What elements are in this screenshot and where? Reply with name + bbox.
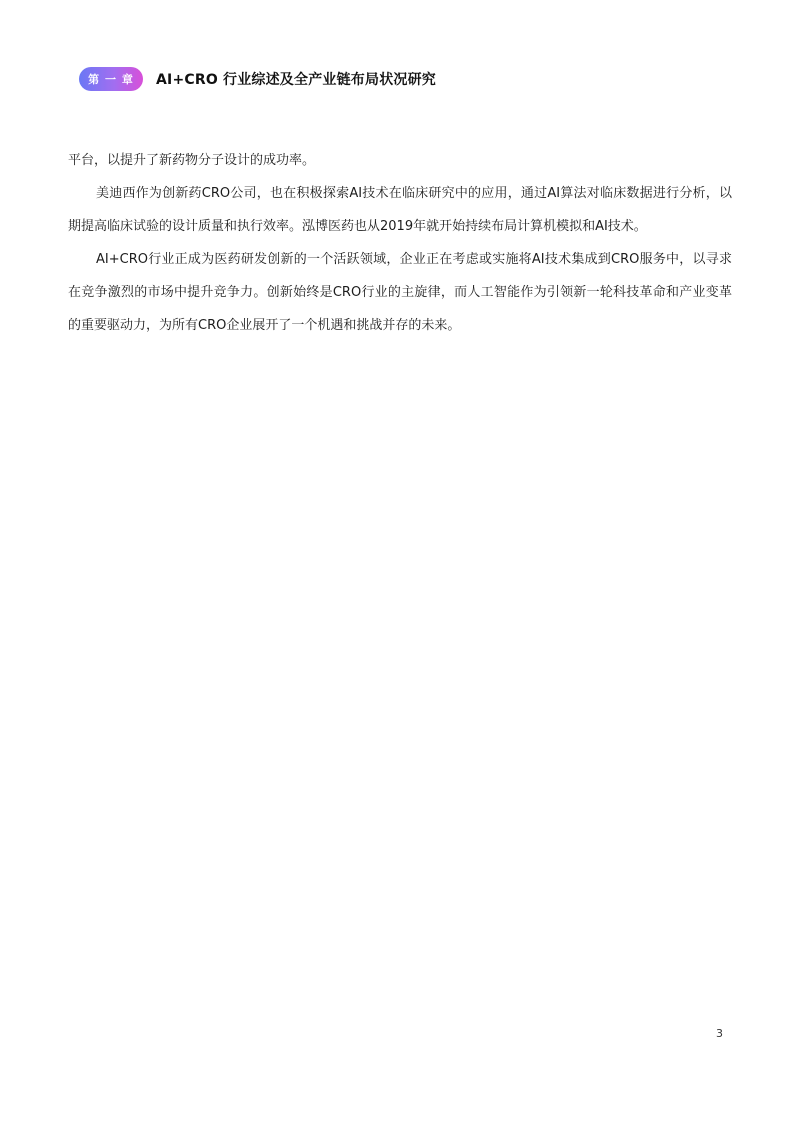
paragraph-medicilon: 美迪西作为创新药CRO公司，也在积极探索AI技术在临床研究中的应用，通过AI算法对临床数据进行分析，以期提高临床试验的设计质量和执行效率。泓博医药也从2019年就开始持续布局计算机模拟和AI技术。 [68,186,732,234]
chapter-title: AI+CRO 行业综述及全产业链布局状况研究 [156,72,437,88]
paragraph-ai-cro-industry: AI+CRO行业正成为医药研发创新的一个活跃领域，企业正在考虑或实施将AI技术集成到CRO服务中，以寻求在竞争激烈的市场中提升竞争力。创新始终是CRO行业的主旋律，而人工智能作为引领新一轮科技革命和产业变革的重要驱动力，为所有CRO企业展开了一个机遇和挑战并存的未来。 [68,252,732,333]
page-number: 3 [716,1027,723,1040]
chapter-badge: 第 一 章 [79,67,143,91]
chapter-header [79,66,436,92]
paragraph-continuation: 平台，以提升了新药物分子设计的成功率。 [68,153,316,168]
body-text [68,144,732,342]
